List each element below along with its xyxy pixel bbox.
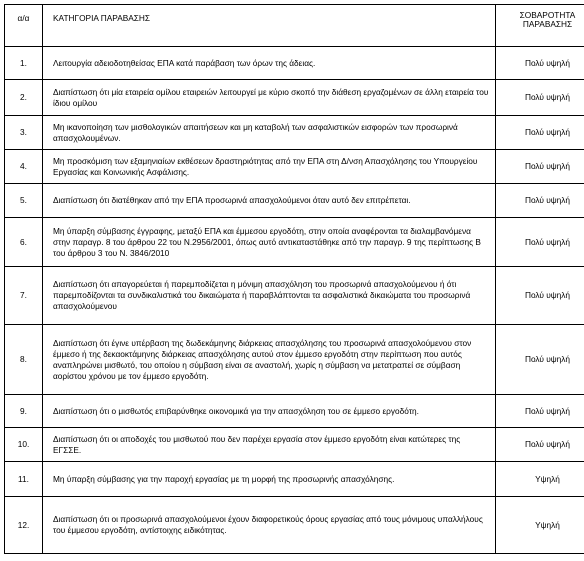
table-row: [5, 395, 584, 428]
table-row: [5, 267, 584, 325]
table-row: [5, 218, 584, 267]
row-category-text: Διαπίστωση ότι διατέθηκαν από την ΕΠΑ προσωρινά απασχολούμενοι όταν αυτό δεν επιτρέπεται.: [43, 184, 496, 218]
row-number: 1.: [5, 47, 43, 80]
row-category-text: Διαπίστωση ότι απαγορεύεται ή παρεμποδίζεται η μόνιμη απασχόληση του προσωρινά απασχολούμενου ή ότι παρεμποδίζονται τα συνδικαλιστικά του δικαιώματα ή παραβλάπτονται τα ασφαλιστικά δικαιώματα του προσωρινά απασχολούμενου: [43, 267, 496, 325]
row-severity: Πολύ υψηλή: [496, 428, 584, 462]
row-number: 3.: [5, 116, 43, 150]
table-header-row: [5, 5, 584, 47]
row-category-text: Διαπίστωση ότι οι προσωρινά απασχολούμενοι έχουν διαφορετικούς όρους εργασίας από τους μόνιμους υπαλλήλους του έμμεσου εργοδότη, αντίστοιχης ειδικότητας.: [43, 497, 496, 554]
header-category: ΚΑΤΗΓΟΡΙΑ ΠΑΡΑΒΑΣΗΣ: [43, 5, 496, 47]
row-number: 6.: [5, 218, 43, 267]
row-severity: Υψηλή: [496, 497, 584, 554]
row-category-text: Μη ύπαρξη σύμβασης έγγραφης, μεταξύ ΕΠΑ και έμμεσου εργοδότη, στην οποία αναφέρονται τα διαλαμβανόμενα στην παραγρ. 8 του άρθρου 22 του Ν.2956/2001, όπως αυτό αντικαταστάθηκε από την παραγρ. 9 της περίπτωσης Β του άρθρου 3 του Ν. 3846/2010: [43, 218, 496, 267]
row-category-text: Μη ικανοποίηση των μισθολογικών απαιτήσεων και μη καταβολή των ασφαλιστικών εισφορών των προσωρινά απασχολουμένων.: [43, 116, 496, 150]
row-category-text: Διαπίστωση ότι ο μισθωτός επιβαρύνθηκε οικονομικά για την απασχόληση του σε έμμεσο εργοδότη.: [43, 395, 496, 428]
row-number: 8.: [5, 325, 43, 395]
row-severity: Πολύ υψηλή: [496, 150, 584, 184]
row-severity: Πολύ υψηλή: [496, 267, 584, 325]
row-severity: Πολύ υψηλή: [496, 184, 584, 218]
header-severity-line2: ΠΑΡΑΒΑΣΗΣ: [522, 19, 573, 29]
row-number: 2.: [5, 80, 43, 116]
row-category-text: Λειτουργία αδειοδοτηθείσας ΕΠΑ κατά παράβαση των όρων της άδειας.: [43, 47, 496, 80]
row-severity: Πολύ υψηλή: [496, 80, 584, 116]
table-row: [5, 150, 584, 184]
row-category-text: Διαπίστωση ότι οι αποδοχές του μισθωτού που δεν παρέχει εργασία στον έμμεσο εργοδότη είναι κατώτερες της ΕΓΣΣΕ.: [43, 428, 496, 462]
violations-table: [4, 4, 584, 554]
row-number: 7.: [5, 267, 43, 325]
row-category-text: Μη ύπαρξη σύμβασης για την παροχή εργασίας με τη μορφή της προσωρινής απασχόλησης.: [43, 462, 496, 497]
table-row: [5, 47, 584, 80]
table-row: [5, 325, 584, 395]
header-number: α/α: [5, 5, 43, 47]
row-number: 10.: [5, 428, 43, 462]
row-number: 9.: [5, 395, 43, 428]
table-row: [5, 184, 584, 218]
table-row: [5, 462, 584, 497]
row-category-text: Διαπίστωση ότι μία εταιρεία ομίλου εταιρειών λειτουργεί με κύριο σκοπό την διάθεση εργαζομένων σε άλλη εταιρεία του ίδιου ομίλου: [43, 80, 496, 116]
row-number: 12.: [5, 497, 43, 554]
row-severity: Πολύ υψηλή: [496, 325, 584, 395]
row-number: 5.: [5, 184, 43, 218]
row-severity: Υψηλή: [496, 462, 584, 497]
row-number: 11.: [5, 462, 43, 497]
header-severity: [496, 5, 584, 47]
row-severity: Πολύ υψηλή: [496, 395, 584, 428]
header-severity-line1: ΣΟΒΑΡΟΤΗΤΑ: [519, 10, 576, 20]
row-severity: Πολύ υψηλή: [496, 47, 584, 80]
table-row: [5, 428, 584, 462]
row-category-text: Διαπίστωση ότι έγινε υπέρβαση της δωδεκάμηνης διάρκειας απασχόλησης του προσωρινά απασχολούμενου στον έμμεσο ή της δεκαοκτάμηνης διάρκειας απασχόλησης αυτού στον έμμεσο εργοδότη στην περίπτωση που αυτός αναπληρώνει μισθωτό, του οποίου η σύμβαση είναι σε αναστολή, χωρίς η σύμβαση να μετατραπεί σε σύμβαση αορίστου χρόνου με τον έμμεσο εργοδότη.: [43, 325, 496, 395]
table-row: [5, 497, 584, 554]
row-severity: Πολύ υψηλή: [496, 116, 584, 150]
table-row: [5, 116, 584, 150]
row-severity: Πολύ υψηλή: [496, 218, 584, 267]
row-category-text: Μη προσκόμιση των εξαμηνιαίων εκθέσεων δραστηριότητας από την ΕΠΑ στη Δ/νση Απασχόλησης του Υπουργείου Εργασίας και Κοινωνικής Ασφάλισης.: [43, 150, 496, 184]
table-row: [5, 80, 584, 116]
row-number: 4.: [5, 150, 43, 184]
